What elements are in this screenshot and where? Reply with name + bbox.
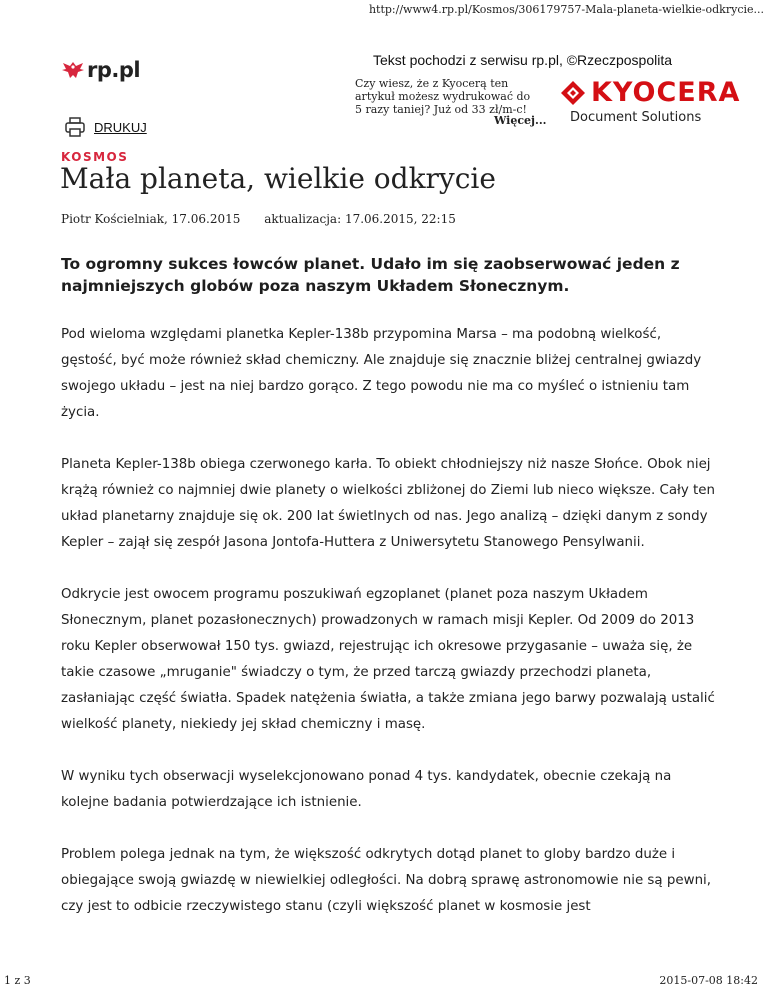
logo-text: rp.pl [87,58,141,82]
article-paragraph: Odkrycie jest owocem programu poszukiwań egzoplanet (planet poza naszym Układem Słonecznym, planet pozasłonecznych) prowadzonych w ramach misji Kepler. Od 2009 do 2013 roku Kepler obserwował 150 tys. gwiazd, rejestrując ich okresowe przygasanie – uważa się, że takie czasowe „mruganie" świadczy o tym, że przed tarczą gwiazdy przechodzi planeta, zasłaniając część światła. Spadek natężenia światła, a także zmiana jego barwy pozwalają ustalić wielkość planety, niekiedy jej skład chemiczny i masę. [61,587,715,732]
page-indicator: 1 z 3 [4,974,31,987]
eagle-logo-icon [61,58,85,82]
author-date: Piotr Kościelniak, 17.06.2015 [61,212,241,226]
article-title: Mała planeta, wielkie odkrycie [60,162,496,195]
print-button[interactable] [64,116,147,138]
print-header-url: http://www4.rp.pl/Kosmos/306179757-Mala-planeta-wielkie-odkrycie... [368,3,764,16]
printer-icon [64,116,86,138]
article-lead: To ogromny sukces łowców planet. Udało im się zaobserwować jeden z najmniejszych globów poza naszym Układem Słonecznym. [61,255,680,295]
ad-more-link[interactable]: Więcej... [494,114,547,127]
source-note: Tekst pochodzi z serwisu rp.pl, ©Rzeczpospolita [373,52,672,68]
ad-text-line: Czy wiesz, że z Kyocerą ten [355,77,509,90]
article-paragraph: Problem polega jednak na tym, że większość odkrytych dotąd planet to globy bardzo duże i obiegające swoją gwiazdę w niewielkiej odległości. Na dobrą sprawę astronomowie nie są pewni, czy jest to odbicie rzeczywistego stanu (czyli większość planet w kosmosie jest [61,847,712,914]
ad-text [355,77,555,116]
byline [61,212,456,226]
article-paragraph: Planeta Kepler-138b obiega czerwonego karła. To obiekt chłodniejszy niż nasze Słońce. Obok niej krążą również co najmniej dwie planety o wielkości zbliżonej do Ziemi lub nieco większe. Cały ten układ planetarny znajduje się ok. 200 lat świetlnych od nas. Jego analizą – dzięki danym z sondy Kepler – zajął się zespół Jasona Jontofa-Huttera z Uniwersytetu Stanowego Pensylwanii. [61,457,716,550]
print-timestamp: 2015-07-08 18:42 [659,974,758,987]
ad-text-line: 5 razy taniej? Już od 33 zł/m-c! [355,103,527,116]
article-body [61,322,721,946]
site-logo[interactable] [61,58,140,82]
article-paragraph: Pod wieloma względami planetka Kepler-138b przypomina Marsa – ma podobną wielkość, gęstość, być może również skład chemiczny. Ale znajduje się znacznie bliżej centralnej gwiazdy swojego układu – jest na niej bardzo gorąco. Z tego powodu nie ma co myśleć o istnieniu tam życia. [61,327,702,420]
article-paragraph: W wyniku tych obserwacji wyselekcjonowano ponad 4 tys. kandydatek, obecnie czekają na kolejne badania potwierdzające ich istnienie. [61,769,672,810]
kyocera-subtitle: Document Solutions [570,110,702,125]
kyocera-wordmark: KYOCERA [591,77,741,108]
kyocera-mark-icon [560,80,586,106]
updated-date: aktualizacja: 17.06.2015, 22:15 [264,212,456,226]
section-label[interactable]: KOSMOS [61,150,129,164]
print-label: DRUKUJ [94,119,147,135]
kyocera-ad-logo[interactable] [560,77,741,125]
ad-text-line: artykuł możesz wydrukować do [355,90,531,103]
